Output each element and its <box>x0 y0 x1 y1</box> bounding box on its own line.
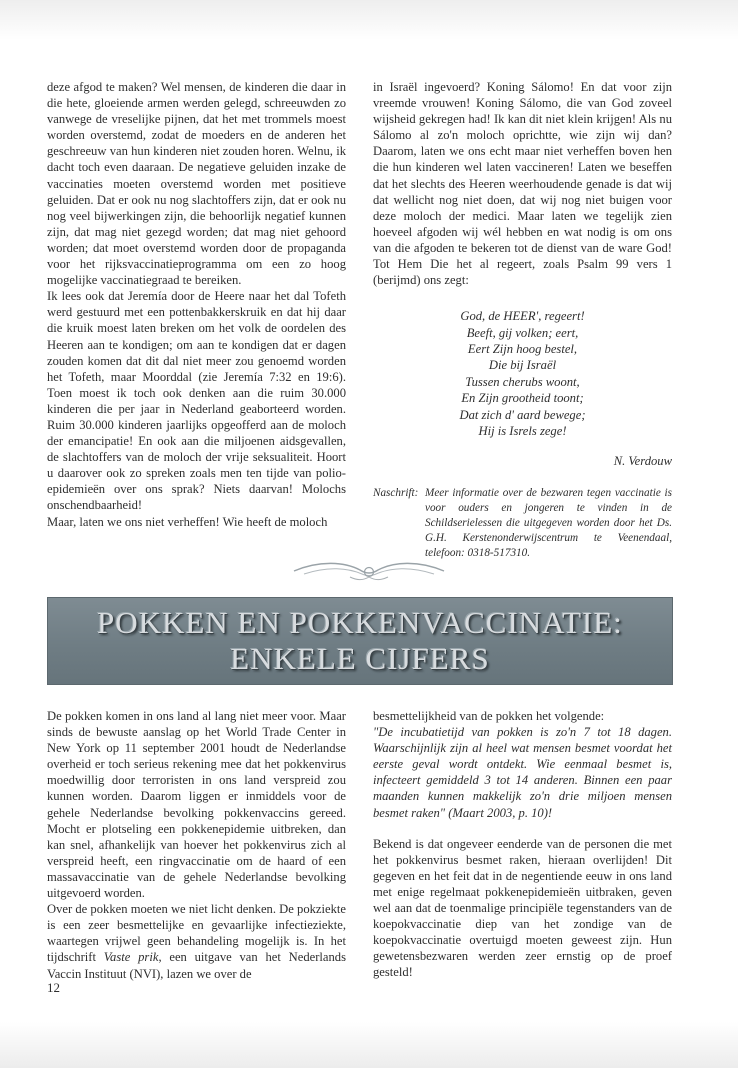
postscript <box>373 486 672 562</box>
article2-paragraph <box>47 901 346 981</box>
article1-paragraph: Maar, laten we ons niet verheffen! Wie heeft de moloch <box>47 514 328 529</box>
text-segment: , een uitgave van het Nederlands Vaccin Instituut (NVI), lazen we over de <box>47 950 346 981</box>
ornament-divider-icon <box>290 558 448 584</box>
psalm-line: Die bij Israël <box>488 358 557 373</box>
psalm-line: Beeft, gij volken; eert, <box>466 325 579 340</box>
section-title <box>47 605 673 677</box>
article2-right-column <box>373 708 672 981</box>
psalm-line: Hij is Isrels zege! <box>478 424 567 439</box>
article2-paragraph: Bekend is dat ongeveer eenderde van de personen die met het pokkenvirus besmet raken, hieraan overlijden! Dit gegeven en het feit dat in de negentiende eeuw in ons land met enige regelmaat pokkenepidemieën uitbraken, geven wel aan dat de toenmalige principiële tegenstanders van de koepokvaccinatie diep van het zondige van de koepokvaccinatie overtuigd moeten geweest zijn. Hun gewetensbezwaren werden zeer ernstig op de proef gesteld! <box>373 836 672 980</box>
text-segment: Over de pokken moeten we niet licht denken. De pokziekte is een zeer besmettelijke en gevaarlijke infectieziekte, waartegen vrijwel geen behandeling mogelijk is. In het tijdschrift <box>47 902 346 965</box>
page-number: 12 <box>47 980 60 995</box>
section-banner <box>47 597 673 685</box>
article1-paragraph: in Israël ingevoerd? Koning Sálomo! En dat voor zijn vreemde vrouwen! Koning Sálomo, die van God zoveel wijsheid gekregen had! Ik kan dit niet klein krijgen! Als nu Sálomo al zo'n moloch oprichtte, wie zijn wij dan? Daarom, laten we ons echt maar niet verheffen boven hen die hun kinderen wel laten vaccineren! Laten we beseffen dat het slechts des Heeren weerhoudende genade is dat wij dat wellicht nog niet doen, dat wij nog niet buigen voor deze moloch der medici. Maar laten we tegelijk zien hoeveel afgoden wij wél hebben en wat nodig is om ons van die afgoden te bekeren tot de dienst van de ware God! Tot Hem Die het al regeert, zoals Psalm 99 vers 1 (berijmd) ons zegt: <box>373 80 672 288</box>
psalm-line: En Zijn grootheid toont; <box>461 391 584 406</box>
psalm-line: God, de HEER', regeert! <box>460 309 585 324</box>
author-signature: N. Verdouw <box>613 454 672 469</box>
article2-paragraph: De pokken komen in ons land al lang niet meer voor. Maar sinds de bewuste aanslag op het World Trade Center in New York op 11 september 2001 houdt de Nederlandse overheid er toch serieus rekening mee dat het pokkenvirus moedwillig door terroristen in ons land verspreid zou kunnen worden. Daarom liggen er inmiddels voor de gehele Nederlandse bevolking pokkenvaccins gereed. Mocht er plotseling een pokkenepidemie uitbreken, dan kan snel, afhankelijk van hoever het pokkenvirus zich al verspreid heeft, een ringvaccinatie om de haard of een massavaccinatie van de gehele Nederlandse bevolking uitgevoerd worden. <box>47 709 346 901</box>
article1-left-column <box>47 79 346 530</box>
section-title-line: POKKEN EN POKKENVACCINATIE: <box>97 605 623 640</box>
psalm-verse <box>373 308 672 439</box>
page-top-shadow <box>0 0 738 40</box>
article1-right-column <box>373 79 672 562</box>
postscript-label: Naschrift: <box>373 486 419 499</box>
psalm-line: Eert Zijn hoog bestel, <box>467 342 578 357</box>
article2-paragraph: besmettelijkheid van de pokken het volgende: <box>373 709 605 723</box>
section-title-line: ENKELE CIJFERS <box>230 641 490 676</box>
page-bottom-shadow <box>0 1022 738 1068</box>
psalm-line: Dat zich d' aard bewege; <box>459 407 586 422</box>
article1-paragraph: deze afgod te maken? Wel mensen, de kinderen die daar in die hete, gloeiende armen werden gelegd, schreeuwden zo vanwege de vreselijke pijnen, dat het met trommels moest worden overstemd, zodat de moeders en de anderen het geschreeuw van hun kinderen niet zouden horen. Welnu, ik dacht toch even daaraan. De negatieve geluiden inzake de vaccinaties moeten overstemd worden met positieve geluiden. Dat er ook nu nog slachtoffers zijn, dat er ook nu nog veel bijwerkingen zijn, die behoorlijk negatief kunnen zijn, dat mag niet gezegd worden; dat mag niet gehoord worden; dat moet overstemd worden door de propaganda voor het rijksvaccinatieprogramma om een zo hoog mogelijke vaccinatiegraad te bereiken. <box>47 80 346 288</box>
psalm-line: Tussen cherubs woont, <box>465 374 580 389</box>
block-quote: "De incubatietijd van pokken is zo'n 7 tot 18 dagen. Waarschijnlijk zijn al heel wat mensen besmet voordat het eerste geval wordt ontdekt. Wie eenmaal besmet is, infecteert gemiddeld 3 tot 14 anderen. Binnen een paar maanden kunnen makkelijk zo'n drie miljoen mensen besmet raken" (Maart 2003, p. 10)! <box>373 725 672 820</box>
article2-left-column <box>47 708 346 982</box>
postscript-text: Meer informatie over de bezwaren tegen vaccinatie is voor ouders en jongeren te vinden in de Schildserielessen die uitgegeven worden door het Ds. G.H. Kerstenonderwijscentrum te Veenendaal, telefoon: 0318-517310. <box>425 486 672 560</box>
magazine-title: Vaste prik <box>103 950 159 965</box>
article1-paragraph: Ik lees ook dat Jeremía door de Heere naar het dal Tofeth werd gestuurd met een pottenbakkerskruik en dat hij daar die kruik moest laten breken om het volk de oordelen des Heeren aan te kondigen; om aan te kondigen dat er dagen zouden komen dat dit dal niet meer zou genoemd worden het Tofeth, maar Moorddal (zie Jeremía 7:32 en 19:6). Toen moest ik toch ook denken aan die ruim 30.000 kinderen die per jaar in Nederland geaborteerd worden. Ruim 30.000 kinderen jaarlijks opgeofferd aan de moloch der emancipatie! En ook aan die miljoenen aidsgevallen, de slachtoffers van de moloch der vrije seksualiteit. Hoort u daarover ook zo spreken zoals men ten tijde van polio-epidemieën over ons sprak? Niets daarvan! Molochs onschendbaarheid! <box>47 289 346 513</box>
